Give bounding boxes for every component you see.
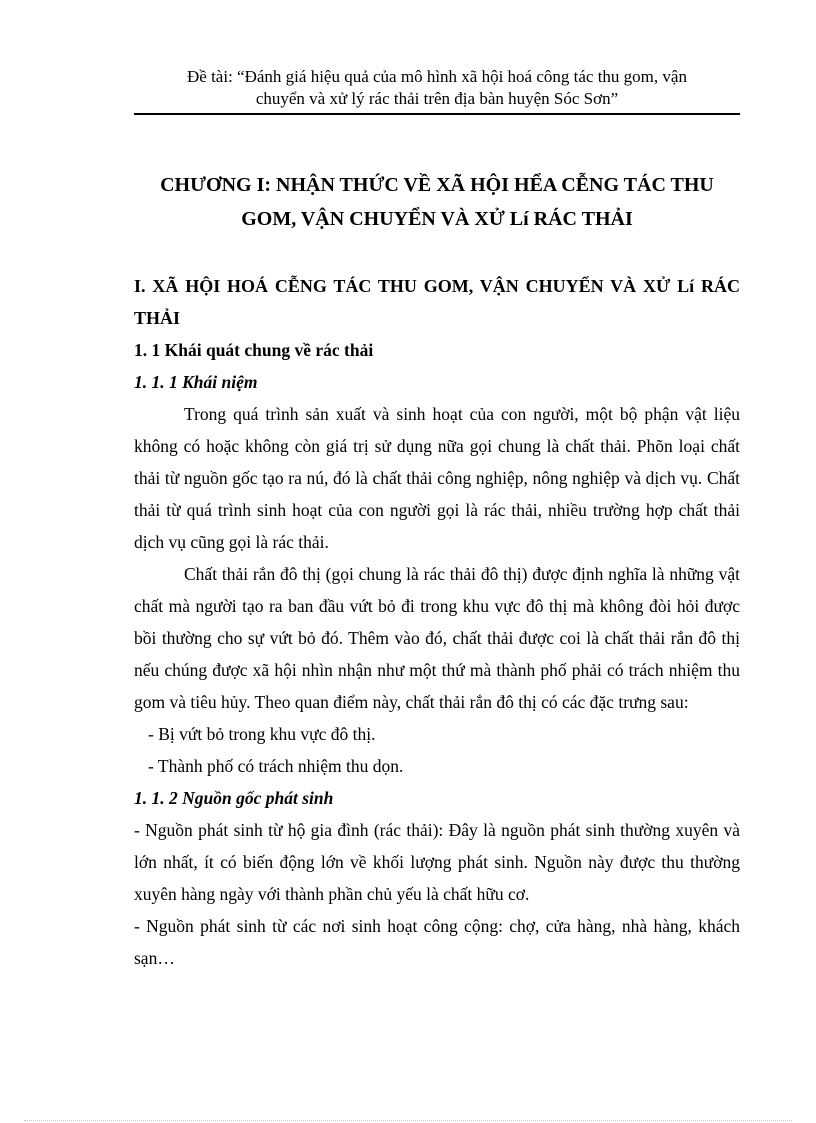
document-body: [134, 270, 740, 974]
page-header: [134, 66, 740, 110]
concept-heading: 1. 1. 1 Khái niệm: [134, 372, 258, 392]
origin-paragraph-1: - Nguồn phát sinh từ hộ gia đình (rác thải): Đây là nguồn phát sinh thường xuyên và lớn nhất, ít có biến động lớn về khối lượng phát sinh. Nguồn này được thu thường xuyên hàng ngày với thành phần chủ yếu là chất hữu cơ.: [134, 820, 740, 904]
concept-paragraph-2: Chất thải rắn đô thị (gọi chung là rác thải đô thị) được định nghĩa là những vật chất mà người tạo ra ban đầu vứt bỏ đi trong khu vực đô thị mà không đòi hỏi được bồi thường cho sự vứt bỏ đó. Thêm vào đó, chất thải được coi là chất thải rắn đô thị nếu chúng được xã hội nhìn nhận như một thứ mà thành phố phải có trách nhiệm thu gom và tiêu hủy. Theo quan điểm này, chất thải rắn đô thị có các đặc trưng sau:: [134, 564, 740, 712]
header-line-2: chuyển và xử lý rác thải trên địa bàn huyện Sóc Sơn”: [255, 89, 619, 108]
chapter-title-line-2: GOM, VẬN CHUYỂN VÀ XỬ Lí RÁC THẢI: [241, 208, 633, 230]
page-bottom-border: [24, 1120, 792, 1121]
origin-paragraph-2: - Nguồn phát sinh từ các nơi sinh hoạt công cộng: chợ, cửa hàng, nhà hàng, khách sạn…: [134, 916, 740, 968]
header-divider: [134, 113, 740, 115]
section-heading: I. XÃ HỘI HOÁ CỄNG TÁC THU GOM, VẬN CHUYỂN VÀ XỬ Lí RÁC THẢI: [134, 276, 740, 328]
origin-heading: 1. 1. 2 Nguồn gốc phát sinh: [134, 788, 334, 808]
subsection-heading: 1. 1 Khái quát chung về rác thải: [134, 340, 374, 360]
chapter-title-line-1: CHƯƠNG I: NHẬN THỨC VỀ XÃ HỘI HỂA CỄNG TÁC THU: [160, 174, 714, 196]
concept-bullet-1: - Bị vứt bỏ trong khu vực đô thị.: [148, 724, 376, 744]
header-line-1: Đề tài: “Đánh giá hiệu quả của mô hình xã hội hoá công tác thu gom, vận: [187, 67, 687, 86]
concept-bullet-2: - Thành phố có trách nhiệm thu dọn.: [148, 756, 404, 776]
concept-paragraph-1: Trong quá trình sản xuất và sinh hoạt của con người, một bộ phận vật liệu không có hoặc không còn giá trị sử dụng nữa gọi chung là chất thải. Phõn loại chất thải từ nguồn gốc tạo ra nú, đó là chất thải công nghiệp, nông nghiệp và dịch vụ. Chất thải từ quá trình sinh hoạt của con người gọi là rác thải, nhiều trường hợp chất thải dịch vụ cũng gọi là rác thải.: [134, 404, 740, 552]
chapter-title: [134, 168, 740, 236]
